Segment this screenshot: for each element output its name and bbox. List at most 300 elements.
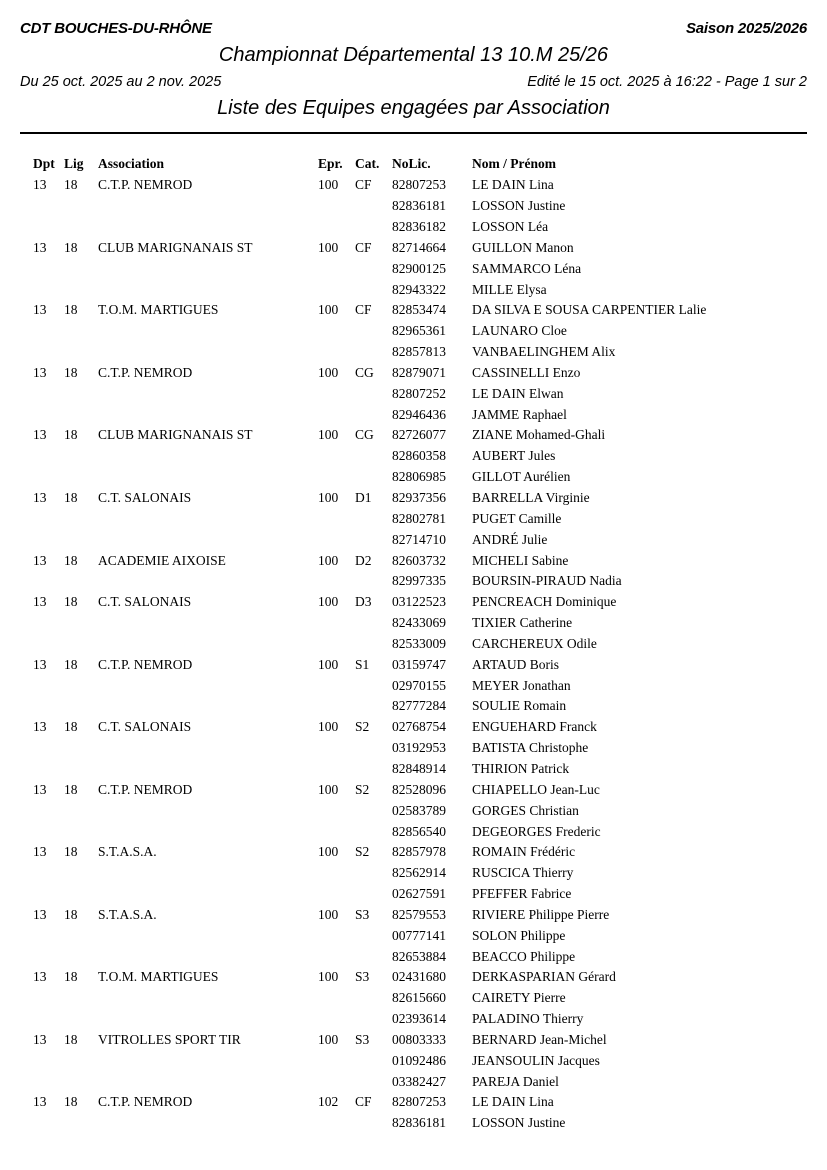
cell-epr: 100 [318, 906, 339, 922]
cell-epr [318, 634, 355, 655]
cell-dpt: 13 [33, 490, 47, 505]
cell-dpt [33, 1051, 64, 1072]
cell-association [98, 634, 318, 655]
cell-cat [355, 1009, 392, 1030]
cell-name: LE DAIN Elwan [472, 385, 564, 401]
cell-nolic: 02431680 [392, 969, 446, 985]
cell-dpt: 13 [33, 656, 47, 672]
cell-dpt: 13 [33, 427, 47, 443]
cell-dpt [33, 759, 64, 780]
cell-lig [64, 1072, 98, 1093]
cell-dpt: 13 [33, 364, 47, 380]
cell-nolic: 82857978 [392, 844, 446, 860]
cell-nolic: 02627591 [392, 886, 446, 902]
cell-cat [355, 822, 392, 843]
cell-name: CAIRETY Pierre [472, 990, 566, 1006]
cell-nolic: 82836181 [392, 198, 446, 214]
column-header-association: Association [98, 156, 165, 171]
table-row [33, 217, 807, 238]
cell-epr [318, 947, 355, 968]
cell-association [98, 801, 318, 822]
header-divider [20, 132, 807, 134]
column-header-nom-prenom: Nom / Prénom [472, 156, 556, 171]
cell-dpt: 13 [33, 844, 47, 860]
cell-epr [318, 613, 355, 634]
cell-nolic: 82802781 [392, 510, 446, 526]
cell-epr [318, 738, 355, 759]
cell-nolic: 82900125 [392, 260, 446, 276]
cell-name: ZIANE Mohamed-Ghali [472, 427, 606, 443]
cell-lig: 18 [64, 364, 78, 380]
cell-lig [64, 926, 98, 947]
cell-name: CARCHEREUX Odile [472, 635, 597, 651]
cell-association [98, 446, 318, 467]
cell-nolic: 82615660 [392, 990, 446, 1006]
cell-dpt [33, 530, 64, 551]
cell-name: JEANSOULIN Jacques [472, 1052, 600, 1068]
cell-dpt [33, 613, 64, 634]
cell-name: ENGUEHARD Franck [472, 719, 597, 735]
cell-association [98, 530, 318, 551]
cell-cat: CF [355, 177, 372, 193]
cell-nolic: 82777284 [392, 698, 446, 714]
cell-dpt: 13 [33, 177, 47, 193]
table-row [33, 696, 807, 717]
cell-dpt: 13 [33, 906, 47, 922]
cell-cat [355, 384, 392, 405]
cell-dpt [33, 801, 64, 822]
cell-name: ROMAIN Frédéric [472, 844, 576, 860]
cell-lig [64, 509, 98, 530]
cell-cat [355, 947, 392, 968]
cell-cat [355, 863, 392, 884]
table-row [33, 1009, 807, 1030]
cell-epr [318, 446, 355, 467]
cell-name: GORGES Christian [472, 802, 579, 818]
cell-epr: 100 [318, 1031, 339, 1047]
cell-association: C.T.P. NEMROD [98, 781, 193, 797]
cell-nolic: 03382427 [392, 1073, 446, 1089]
cell-dpt [33, 1072, 64, 1093]
cell-name: LE DAIN Lina [472, 177, 554, 193]
cell-association [98, 259, 318, 280]
cell-association: C.T.P. NEMROD [98, 177, 193, 193]
cell-name: LOSSON Justine [472, 1115, 566, 1131]
cell-nolic: 82836181 [392, 1115, 446, 1131]
cell-epr [318, 884, 355, 905]
cell-association: C.T.P. NEMROD [98, 1094, 193, 1110]
cell-name: LE DAIN Lina [472, 1094, 554, 1110]
cell-dpt [33, 321, 64, 342]
cell-nolic: 82579553 [392, 906, 446, 922]
cell-epr [318, 926, 355, 947]
table-row [33, 634, 807, 655]
cell-name: THIRION Patrick [472, 760, 570, 776]
cell-epr: 100 [318, 594, 339, 610]
column-header-nolic: NoLic. [392, 156, 431, 171]
table-row [33, 384, 807, 405]
cell-nolic: 00803333 [392, 1031, 446, 1047]
table-row [33, 863, 807, 884]
cell-lig [64, 822, 98, 843]
cell-lig [64, 405, 98, 426]
cell-epr: 100 [318, 364, 339, 380]
cell-association [98, 1072, 318, 1093]
table-row [33, 446, 807, 467]
cell-epr [318, 1009, 355, 1030]
cell-cat: S1 [355, 656, 370, 672]
table-row [33, 947, 807, 968]
cell-epr: 100 [318, 177, 339, 193]
table-row [33, 905, 807, 926]
cell-nolic: 02970155 [392, 677, 446, 693]
cell-name: SOULIE Romain [472, 698, 567, 714]
cell-cat [355, 884, 392, 905]
cell-lig [64, 446, 98, 467]
cell-lig: 18 [64, 906, 78, 922]
cell-cat: S2 [355, 781, 370, 797]
cell-lig [64, 1009, 98, 1030]
cell-association [98, 947, 318, 968]
cell-name: MICHELI Sabine [472, 552, 569, 568]
cell-nolic: 82853474 [392, 302, 446, 318]
column-header-cat: Cat. [355, 156, 380, 171]
cell-name: SAMMARCO Léna [472, 260, 582, 276]
cell-cat: CF [355, 302, 372, 318]
cell-association: VITROLLES SPORT TIR [98, 1031, 241, 1047]
table-header-row [33, 154, 807, 175]
table-row [33, 196, 807, 217]
cell-association: C.T. SALONAIS [98, 594, 192, 610]
table-row [33, 1072, 807, 1093]
cell-dpt [33, 676, 64, 697]
cell-name: JAMME Raphael [472, 406, 567, 422]
cell-name: PALADINO Thierry [472, 1011, 584, 1027]
cell-lig [64, 988, 98, 1009]
cell-nolic: 03192953 [392, 740, 446, 756]
table-row [33, 988, 807, 1009]
cell-cat [355, 696, 392, 717]
cell-lig: 18 [64, 1094, 78, 1110]
cell-name: BEACCO Philippe [472, 948, 576, 964]
cell-cat [355, 1051, 392, 1072]
cell-cat [355, 467, 392, 488]
cell-epr: 100 [318, 490, 339, 505]
cell-epr: 100 [318, 844, 339, 860]
cell-nolic: 82857813 [392, 344, 446, 360]
cell-nolic: 82997335 [392, 573, 446, 589]
cell-association [98, 1009, 318, 1030]
cell-lig [64, 801, 98, 822]
cell-association [98, 280, 318, 301]
cell-dpt [33, 446, 64, 467]
cell-association [98, 321, 318, 342]
cell-nolic: 82806985 [392, 469, 446, 485]
cell-nolic: 82533009 [392, 635, 446, 651]
cell-association [98, 738, 318, 759]
cell-name: RIVIERE Philippe Pierre [472, 906, 610, 922]
cell-association: C.T.P. NEMROD [98, 656, 193, 672]
cell-dpt [33, 1113, 64, 1134]
cell-association [98, 509, 318, 530]
cell-association [98, 926, 318, 947]
cell-dpt [33, 738, 64, 759]
cell-epr: 100 [318, 552, 339, 568]
cell-cat: CG [355, 364, 374, 380]
cell-nolic: 82528096 [392, 781, 446, 797]
cell-nolic: 82562914 [392, 865, 446, 881]
table-row [33, 717, 807, 738]
teams-table [33, 154, 807, 1134]
table-row [33, 363, 807, 384]
cell-nolic: 82433069 [392, 615, 446, 631]
cell-epr [318, 1051, 355, 1072]
column-header-dpt: Dpt [33, 156, 55, 171]
page-title: Championnat Départemental 13 10.M 25/26 [218, 44, 609, 66]
cell-name: ARTAUD Boris [472, 656, 559, 672]
cell-epr [318, 822, 355, 843]
table-row [33, 676, 807, 697]
cell-association [98, 884, 318, 905]
cell-association: S.T.A.S.A. [98, 844, 157, 860]
cell-dpt [33, 926, 64, 947]
cell-dpt [33, 509, 64, 530]
cell-cat [355, 509, 392, 530]
cell-dpt [33, 947, 64, 968]
cell-lig: 18 [64, 490, 78, 505]
cell-name: SOLON Philippe [472, 927, 566, 943]
cell-name: MILLE Elysa [472, 281, 547, 297]
cell-cat [355, 342, 392, 363]
cell-association [98, 467, 318, 488]
cell-lig [64, 571, 98, 592]
cell-dpt: 13 [33, 302, 47, 318]
cell-cat [355, 217, 392, 238]
cell-cat: CG [355, 427, 374, 443]
cell-epr: 100 [318, 969, 339, 985]
table-row [33, 467, 807, 488]
cell-association: T.O.M. MARTIGUES [98, 302, 219, 318]
cell-association [98, 342, 318, 363]
cell-lig [64, 738, 98, 759]
cell-epr: 100 [318, 719, 339, 735]
table-row [33, 884, 807, 905]
cell-association: CLUB MARIGNANAIS ST [98, 427, 253, 443]
cell-cat [355, 759, 392, 780]
cell-dpt [33, 259, 64, 280]
date-range: Du 25 oct. 2025 au 2 nov. 2025 [20, 74, 222, 90]
cell-nolic: 82836182 [392, 219, 446, 235]
cell-lig [64, 384, 98, 405]
cell-lig [64, 634, 98, 655]
cell-lig: 18 [64, 781, 78, 797]
cell-association [98, 988, 318, 1009]
cell-nolic: 03159747 [392, 656, 446, 672]
cell-lig: 18 [64, 719, 78, 735]
cell-cat [355, 196, 392, 217]
cell-cat [355, 321, 392, 342]
cell-name: TIXIER Catherine [472, 615, 573, 631]
cell-association [98, 613, 318, 634]
cell-name: ANDRÉ Julie [472, 531, 548, 547]
document-header [20, 20, 807, 134]
cell-epr [318, 696, 355, 717]
cell-cat [355, 571, 392, 592]
cell-association [98, 863, 318, 884]
table-row [33, 842, 807, 863]
cell-epr: 102 [318, 1094, 339, 1110]
cell-cat [355, 988, 392, 1009]
table-row [33, 780, 807, 801]
cell-lig [64, 321, 98, 342]
cell-epr [318, 863, 355, 884]
cell-lig [64, 759, 98, 780]
cell-lig [64, 467, 98, 488]
cell-nolic: 03122523 [392, 594, 446, 610]
cell-lig [64, 863, 98, 884]
cell-name: AUBERT Jules [472, 448, 556, 464]
table-row [33, 300, 807, 321]
table-row [33, 509, 807, 530]
cell-lig: 18 [64, 1031, 78, 1047]
cell-name: PAREJA Daniel [472, 1073, 559, 1089]
table-row [33, 759, 807, 780]
cell-nolic: 82937356 [392, 490, 446, 505]
cell-name: PUGET Camille [472, 510, 562, 526]
cell-epr: 100 [318, 427, 339, 443]
cell-dpt: 13 [33, 719, 47, 735]
cell-lig [64, 1113, 98, 1134]
cell-nolic: 02393614 [392, 1011, 446, 1027]
cell-lig: 18 [64, 552, 78, 568]
table-row [33, 238, 807, 259]
table-row [33, 425, 807, 446]
cell-dpt [33, 405, 64, 426]
cell-epr [318, 1113, 355, 1134]
table-row [33, 405, 807, 426]
cell-name: CASSINELLI Enzo [472, 364, 581, 380]
cell-dpt [33, 571, 64, 592]
cell-cat: D2 [355, 552, 372, 568]
cell-epr: 100 [318, 302, 339, 318]
cell-dpt [33, 822, 64, 843]
cell-association [98, 822, 318, 843]
table-row [33, 926, 807, 947]
cell-nolic: 82726077 [392, 427, 446, 443]
cell-cat: CF [355, 239, 372, 255]
cell-nolic: 82860358 [392, 448, 446, 464]
table-row [33, 551, 807, 572]
cell-association: S.T.A.S.A. [98, 906, 157, 922]
cell-dpt: 13 [33, 239, 47, 255]
cell-association [98, 384, 318, 405]
cell-lig [64, 217, 98, 238]
cell-cat [355, 801, 392, 822]
table-row [33, 1092, 807, 1113]
cell-name: GUILLON Manon [472, 239, 574, 255]
cell-association [98, 217, 318, 238]
cell-cat [355, 613, 392, 634]
cell-cat [355, 259, 392, 280]
cell-lig [64, 280, 98, 301]
cell-cat: D3 [355, 594, 372, 610]
table-row [33, 571, 807, 592]
cell-epr [318, 405, 355, 426]
organization-name: CDT BOUCHES-DU-RHÔNE [20, 20, 212, 37]
cell-nolic: 82714664 [392, 239, 446, 255]
cell-association: CLUB MARIGNANAIS ST [98, 239, 253, 255]
cell-cat: S3 [355, 969, 370, 985]
cell-dpt [33, 884, 64, 905]
cell-lig [64, 196, 98, 217]
table-row [33, 1030, 807, 1051]
cell-lig [64, 259, 98, 280]
cell-name: LOSSON Justine [472, 198, 566, 214]
cell-epr [318, 801, 355, 822]
cell-lig: 18 [64, 656, 78, 672]
cell-nolic: 82943322 [392, 281, 446, 297]
cell-cat [355, 1072, 392, 1093]
cell-association [98, 405, 318, 426]
cell-epr [318, 196, 355, 217]
cell-cat: D1 [355, 490, 372, 505]
cell-epr [318, 571, 355, 592]
cell-cat [355, 446, 392, 467]
cell-association: C.T. SALONAIS [98, 490, 192, 505]
cell-cat [355, 634, 392, 655]
cell-association [98, 196, 318, 217]
cell-cat [355, 1113, 392, 1134]
edition-info: Edité le 15 oct. 2025 à 16:22 - Page 1 sur 2 [527, 74, 807, 90]
cell-dpt: 13 [33, 594, 47, 610]
cell-nolic: 82879071 [392, 364, 446, 380]
cell-association: C.T. SALONAIS [98, 719, 192, 735]
table-row [33, 342, 807, 363]
cell-lig: 18 [64, 844, 78, 860]
cell-cat: S2 [355, 719, 370, 735]
table-row [33, 592, 807, 613]
cell-dpt: 13 [33, 1031, 47, 1047]
table-row [33, 530, 807, 551]
cell-name: PFEFFER Fabrice [472, 886, 572, 902]
cell-lig [64, 1051, 98, 1072]
cell-nolic: 82848914 [392, 760, 446, 776]
cell-name: GILLOT Aurélien [472, 469, 571, 485]
table-row [33, 822, 807, 843]
cell-dpt [33, 1009, 64, 1030]
cell-epr [318, 1072, 355, 1093]
cell-lig [64, 342, 98, 363]
cell-lig: 18 [64, 302, 78, 318]
cell-epr [318, 280, 355, 301]
table-row [33, 655, 807, 676]
cell-association [98, 1113, 318, 1134]
cell-epr: 100 [318, 239, 339, 255]
cell-association [98, 676, 318, 697]
cell-lig: 18 [64, 969, 78, 985]
cell-lig [64, 696, 98, 717]
cell-dpt [33, 863, 64, 884]
cell-dpt [33, 342, 64, 363]
cell-epr [318, 676, 355, 697]
cell-nolic: 82603732 [392, 552, 446, 568]
cell-nolic: 02583789 [392, 802, 446, 818]
cell-nolic: 01092486 [392, 1052, 446, 1068]
cell-lig [64, 613, 98, 634]
table-row [33, 321, 807, 342]
cell-name: BERNARD Jean-Michel [472, 1031, 607, 1047]
cell-epr [318, 759, 355, 780]
